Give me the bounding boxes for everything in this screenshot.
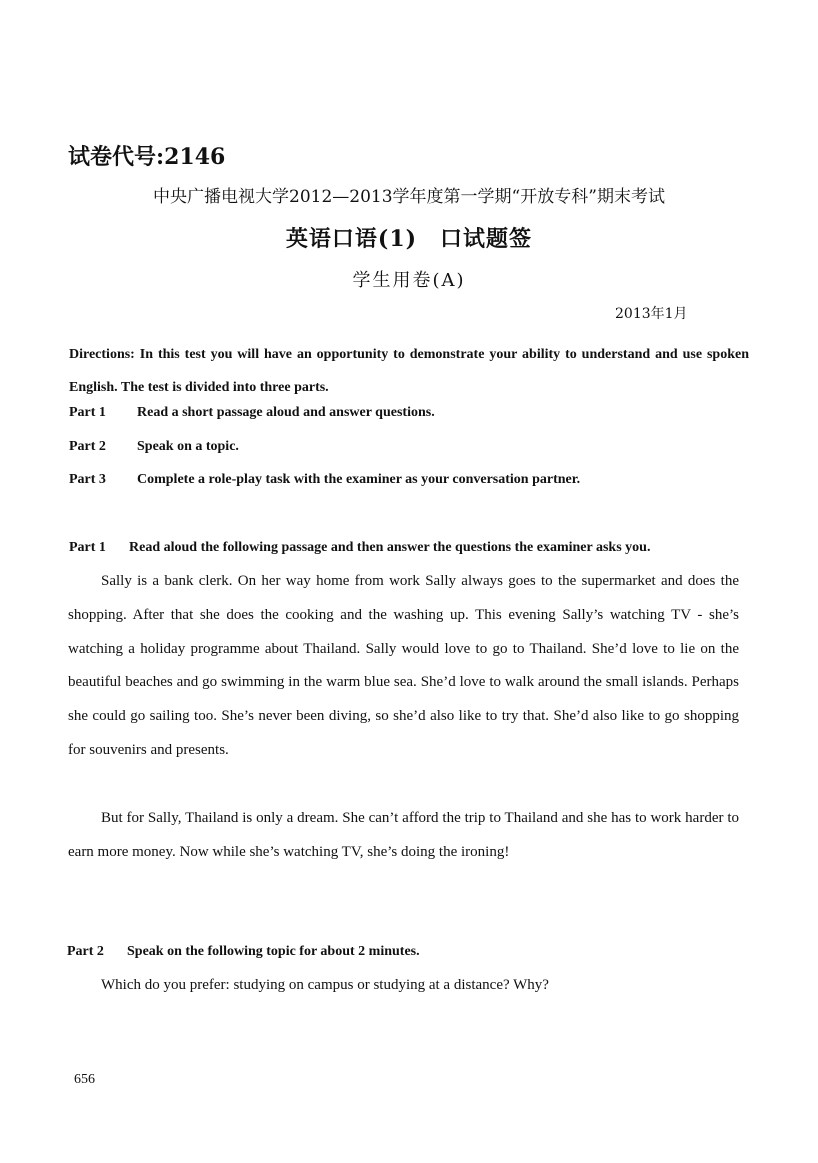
part1-heading bbox=[69, 540, 650, 556]
part1-instruction: Read aloud the following passage and then answer the questions the examiner asks you. bbox=[129, 540, 651, 555]
paper-version: 学生用卷(A) bbox=[352, 270, 466, 291]
part-overview-3 bbox=[69, 472, 580, 488]
part2-instruction: Speak on the following topic for about 2 minutes. bbox=[127, 944, 420, 959]
directions-text: In this test you will have an opportunity to demonstrate your ability to understand and use spoken English. The test is divided into three parts. bbox=[69, 347, 749, 395]
directions-label: Directions: bbox=[69, 347, 135, 362]
part-number: Part 3 bbox=[69, 472, 106, 487]
part-overview-1 bbox=[69, 405, 435, 421]
part-number: Part 1 bbox=[69, 405, 106, 420]
part-description: Read a short passage aloud and answer questions. bbox=[137, 405, 435, 420]
exam-date: 2013年1月 bbox=[615, 306, 688, 322]
exam-title: 中央广播电视大学2012—2013学年度第一学期“开放专科”期末考试 bbox=[153, 187, 665, 207]
part-number: Part 2 bbox=[69, 439, 106, 454]
part-description: Complete a role-play task with the examiner as your conversation partner. bbox=[137, 472, 581, 487]
page-number: 656 bbox=[74, 1072, 95, 1087]
passage-paragraph-1: Sally is a bank clerk. On her way home from work Sally always goes to the supermarket and does the shopping. After that she does the cooking and the washing up. This evening Sally’s watching TV - she’s watching a holiday programme about Thailand. Sally would love to go to Thailand. She’d love to lie on the beautiful beaches and go swimming in the warm blue sea. She’d love to walk around the small islands. Perhaps she could go sailing too. She’s never been diving, so she’d also like to try that. She’d also like to go shopping for souvenirs and presents. bbox=[68, 573, 739, 758]
part-description: Speak on a topic. bbox=[137, 439, 239, 454]
part2-number: Part 2 bbox=[67, 944, 104, 959]
topic-question: Which do you prefer: studying on campus or studying at a distance? Why? bbox=[101, 977, 549, 993]
part2-heading bbox=[67, 944, 420, 960]
paper-code: 试卷代号:2146 bbox=[68, 144, 226, 170]
subject-title: 英语口语(1) 口试题签 bbox=[285, 226, 533, 252]
passage-paragraph-2: But for Sally, Thailand is only a dream. She can’t afford the trip to Thailand and she has to work harder to earn more money. Now while she’s watching TV, she’s doing the ironing! bbox=[68, 810, 739, 860]
part1-number: Part 1 bbox=[69, 540, 106, 555]
directions bbox=[69, 338, 749, 404]
part-overview-2 bbox=[69, 439, 239, 455]
